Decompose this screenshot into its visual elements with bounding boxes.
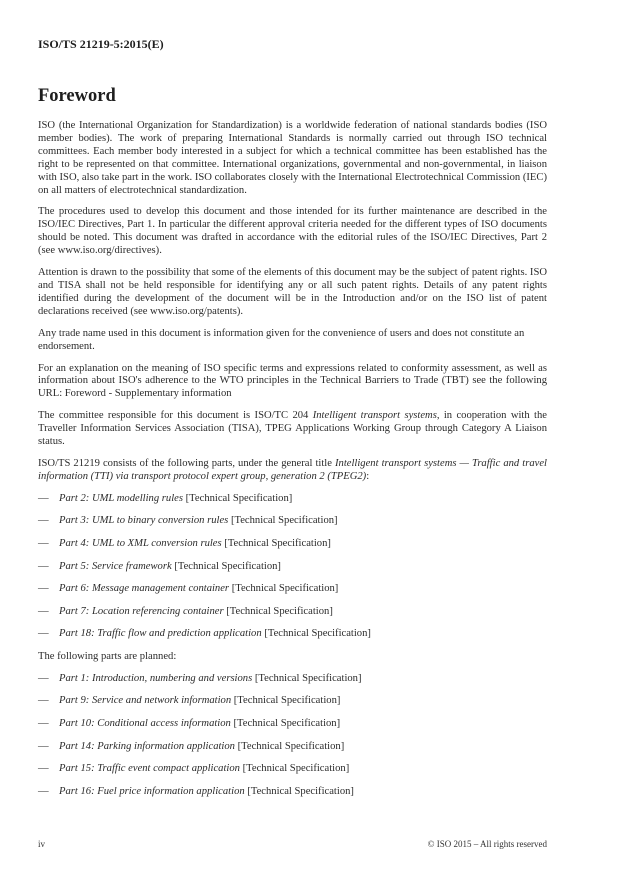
dash-bullet: — (38, 560, 49, 572)
copyright-notice: © ISO 2015 – All rights reserved (427, 839, 547, 849)
part-type: [Technical Specification] (230, 515, 338, 527)
dash-bullet: — (38, 740, 49, 752)
dash-bullet: — (38, 718, 49, 729)
dash-bullet: — (38, 785, 49, 797)
part-title: Part 4: UML to XML conversion rules (59, 537, 222, 549)
paragraph-conformity: For an explanation on the meaning of ISO specific terms and expressions related to conformity assessment, as well as information about ISO's adherence to the WTO principles in the Technical Barriers to Trade (TBT) see the following URL: Foreword - Supplementary information (38, 362, 547, 400)
dash-bullet: — (38, 672, 49, 684)
list-item (38, 628, 547, 651)
part-type: [Technical Specification] (264, 628, 371, 640)
list-item (38, 583, 547, 606)
parts-intro-text: ISO/TS 21219 consists of the following parts, under the general title (38, 457, 335, 469)
list-item (38, 763, 547, 786)
dash-bullet: — (38, 515, 49, 527)
page-number: iv (38, 839, 46, 849)
part-title: Part 9: Service and network information (59, 695, 232, 707)
dash-bullet: — (38, 583, 49, 595)
dash-bullet: — (38, 763, 49, 775)
part-title: Part 7: Location referencing container (59, 605, 224, 617)
part-title: Part 16: Fuel price information application (59, 785, 245, 797)
list-item (38, 515, 547, 538)
section-title: Foreword (38, 86, 116, 106)
part-type: [Technical Specification] (237, 740, 345, 752)
list-item (38, 718, 547, 741)
part-type: [Technical Specification] (226, 605, 333, 617)
paragraph-iso-intro: ISO (the International Organization for Standardization) is a worldwide federation of national standards bodies (ISO member bodies). The work of preparing International Standards is normally carried out through ISO technical committees. Each member body interested in a subject for which a technical committee has been established has the right to be represented on that committee. International organizations, governmental and non-governmental, in liaison with ISO, also take part in the work. ISO collaborates closely with the International Electrotechnical Commission (IEC) on all matters of electrotechnical standardization. (38, 120, 547, 196)
part-type: [Technical Specification] (233, 695, 341, 707)
paragraph-patent-rights: Attention is drawn to the possibility that some of the elements of this document may be the subject of patent rights. ISO and TISA shall not be held responsible for identifying any or all such patent rights. Details of any patent rights identified during the development of the document will be in the Introduction and/or on the ISO list of patent declarations received (see www.iso.org/patents). (38, 267, 547, 317)
part-title: Part 18: Traffic flow and prediction application (59, 628, 262, 640)
part-type: [Technical Specification] (224, 537, 331, 549)
part-title: Part 10: Conditional access information (59, 718, 231, 729)
paragraph-parts-intro (38, 458, 547, 484)
part-type: [Technical Specification] (247, 785, 354, 797)
committee-name: Intelligent transport systems (312, 410, 437, 422)
paragraph-committee (38, 410, 547, 449)
part-title: Part 5: Service framework (59, 560, 172, 572)
part-title: Part 14: Parking information application (59, 740, 235, 752)
part-title: Part 2: UML modelling rules (59, 492, 183, 504)
list-item (38, 493, 547, 516)
part-type: [Technical Specification] (231, 583, 339, 595)
part-type: [Technical Specification] (233, 718, 341, 729)
committee-text-rest: , in cooperation with the Traveller Information Services Association (TISA), TPEG Applications Working Group through Category A Liaison status. (38, 410, 547, 448)
general-title: Intelligent transport systems — Traffic and travel information (TTI) via transport protocol expert group, generation 2 (TPEG2) (38, 457, 547, 482)
list-item (38, 673, 547, 696)
list-item (38, 695, 547, 718)
part-type: [Technical Specification] (254, 672, 362, 684)
document-identifier: ISO/TS 21219-5:2015(E) (38, 37, 164, 51)
paragraph-trade-name: Any trade name used in this document is information given for the convenience of users and does not constitute an endorsement. (38, 327, 525, 352)
planned-parts-label: The following parts are planned: (38, 650, 177, 662)
dash-bullet: — (38, 492, 49, 504)
foreword-body (38, 120, 547, 808)
committee-text: The committee responsible for this document is ISO/TC 204 (38, 410, 313, 422)
list-item (38, 786, 547, 809)
dash-bullet: — (38, 605, 49, 617)
part-title: Part 3: UML to binary conversion rules (59, 515, 229, 527)
planned-parts-list (38, 673, 547, 809)
paragraph-procedures: The procedures used to develop this document and those intended for its further maintenance are described in the ISO/IEC Directives, Part 1. In particular the different approval criteria needed for the different types of ISO documents should be noted. This document was drafted in accordance with the editorial rules of the ISO/IEC Directives, Part 2 (see www.iso.org/directives). (38, 206, 547, 257)
part-title: Part 1: Introduction, numbering and versions (59, 672, 253, 684)
list-item (38, 538, 547, 561)
part-title: Part 6: Message management container (59, 583, 230, 595)
dash-bullet: — (38, 695, 49, 707)
list-item (38, 741, 547, 764)
list-item (38, 561, 547, 584)
part-title: Part 15: Traffic event compact application (59, 763, 240, 775)
part-type: [Technical Specification] (242, 763, 350, 775)
dash-bullet: — (38, 537, 49, 549)
list-item (38, 606, 547, 629)
part-type: [Technical Specification] (174, 560, 281, 572)
part-type: [Technical Specification] (185, 492, 293, 504)
existing-parts-list (38, 493, 547, 651)
dash-bullet: — (38, 628, 49, 640)
parts-intro-colon: : (366, 470, 370, 482)
